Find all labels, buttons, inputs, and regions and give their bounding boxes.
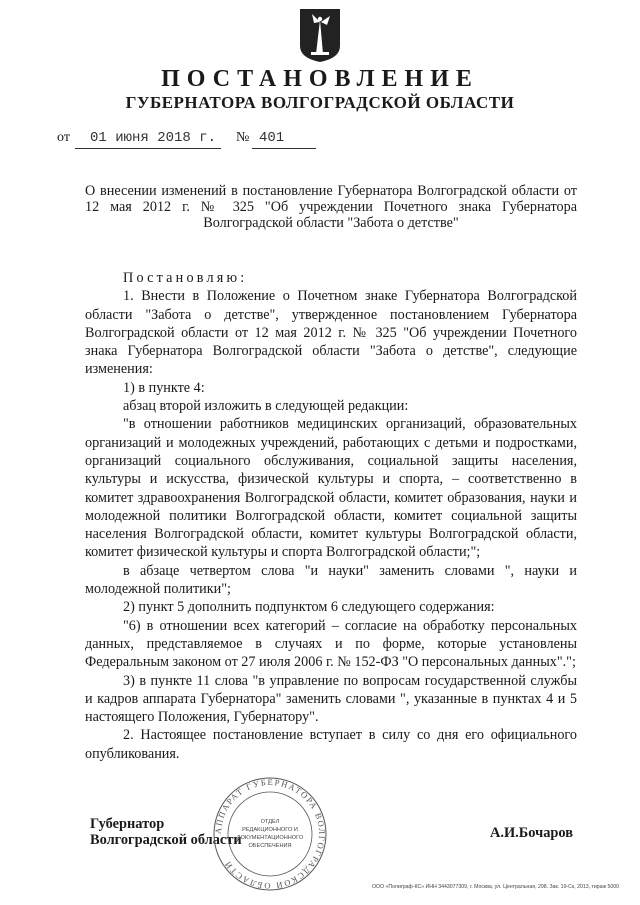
coat-of-arms-icon [299, 8, 341, 63]
paragraph: 3) в пункте 11 слова "в управление по вопросам государственной службы и кадров аппарата Губернатора" заменить словами ", указанные в пунктах 4 и 5 настоящего Положения, Губернатору". [85, 672, 577, 726]
document-body [85, 269, 577, 763]
document-number: 401 [259, 130, 285, 146]
decree-word: Постановляю: [123, 270, 248, 286]
official-stamp [205, 775, 335, 893]
print-footer: ООО «Полиграф-КС» ИНН 3443077309, г. Москва, ул. Центральная, 298. Зак. 19-Ск, 2013, тираж 5000 [372, 884, 619, 890]
signatory-name: А.И.Бочаров [490, 825, 574, 841]
stamp-outer-text: АППАРАТ ГУБЕРНАТОРА ВОЛГОГРАДСКОЙ ОБЛАСТИ [212, 776, 328, 892]
number-underline [252, 148, 316, 149]
stamp-inner-text: ДОКУМЕНТАЦИОННОГО [236, 835, 304, 841]
paragraph: "6) в отношении всех категорий – согласие на обработку персональных данных, представляемое в случаях и по форме, которые установлены Федеральным законом от 27 июля 2006 г. № 152-ФЗ "О персональных данных"."; [85, 617, 577, 671]
signatory-position-line: Губернатор [90, 816, 165, 832]
document-title: ПОСТАНОВЛЕНИЕ [161, 66, 479, 92]
paragraph: 1) в пункте 4: [123, 379, 205, 396]
paragraph: в абзаце четвертом слова "и науки" заменить словами ", науки и молодежной политики"; [85, 562, 577, 598]
document-subject: О внесении изменений в постановление Губернатора Волгоградской области от 12 мая 2012 г. № 325 "Об учреждении Почетного знака Губернатора Волгоградской области "Забота о детстве" [85, 183, 577, 231]
date-prefix: от [57, 130, 70, 145]
stamp-inner-text: ОТДЕЛ [260, 819, 280, 825]
paragraph: "в отношении работников медицинских организаций, образовательных организаций и молодежных учреждений, работающих с детьми и подростками, организаций социального обслуживания, социальной защиты населения, культуры и искусства, физической культуры и спорта, – соответственно в комитет здравоохранения Волгоградской области, комитет образования, науки и молодежной политики Волгоградской области, комитет социальной защиты населения Волгоградской области, комитет культуры Волгоградской области, комитет физической культуры и спорта Волгоградской области;"; [85, 416, 577, 561]
paragraph: 1. Внести в Положение о Почетном знаке Губернатора Волгоградской области "Забота о детстве", утвержденное постановлением Губернатора Волгоградской области от 12 мая 2012 г. № 325 "Об учреждении Почетного знака Губернатора Волгоградской области "Забота о детстве", следующие изменения: [85, 288, 577, 378]
paragraph: абзац второй изложить в следующей редакции: [123, 398, 409, 415]
date-underline [75, 148, 221, 149]
document-subtitle: ГУБЕРНАТОРА ВОЛГОГРАДСКОЙ ОБЛАСТИ [125, 93, 515, 112]
document-date: 01 июня 2018 г. [90, 130, 217, 146]
stamp-inner-text: РЕДАКЦИОННОГО И [242, 827, 298, 833]
paragraph: 2) пункт 5 дополнить подпунктом 6 следующего содержания: [123, 599, 495, 616]
stamp-inner-text: ОБЕСПЕЧЕНИЯ [248, 843, 292, 849]
paragraph: 2. Настоящее постановление вступает в силу со дня его официального опубликования. [85, 727, 577, 762]
signatory-position-line: Волгоградской области [90, 832, 242, 848]
number-prefix: № [236, 130, 250, 145]
